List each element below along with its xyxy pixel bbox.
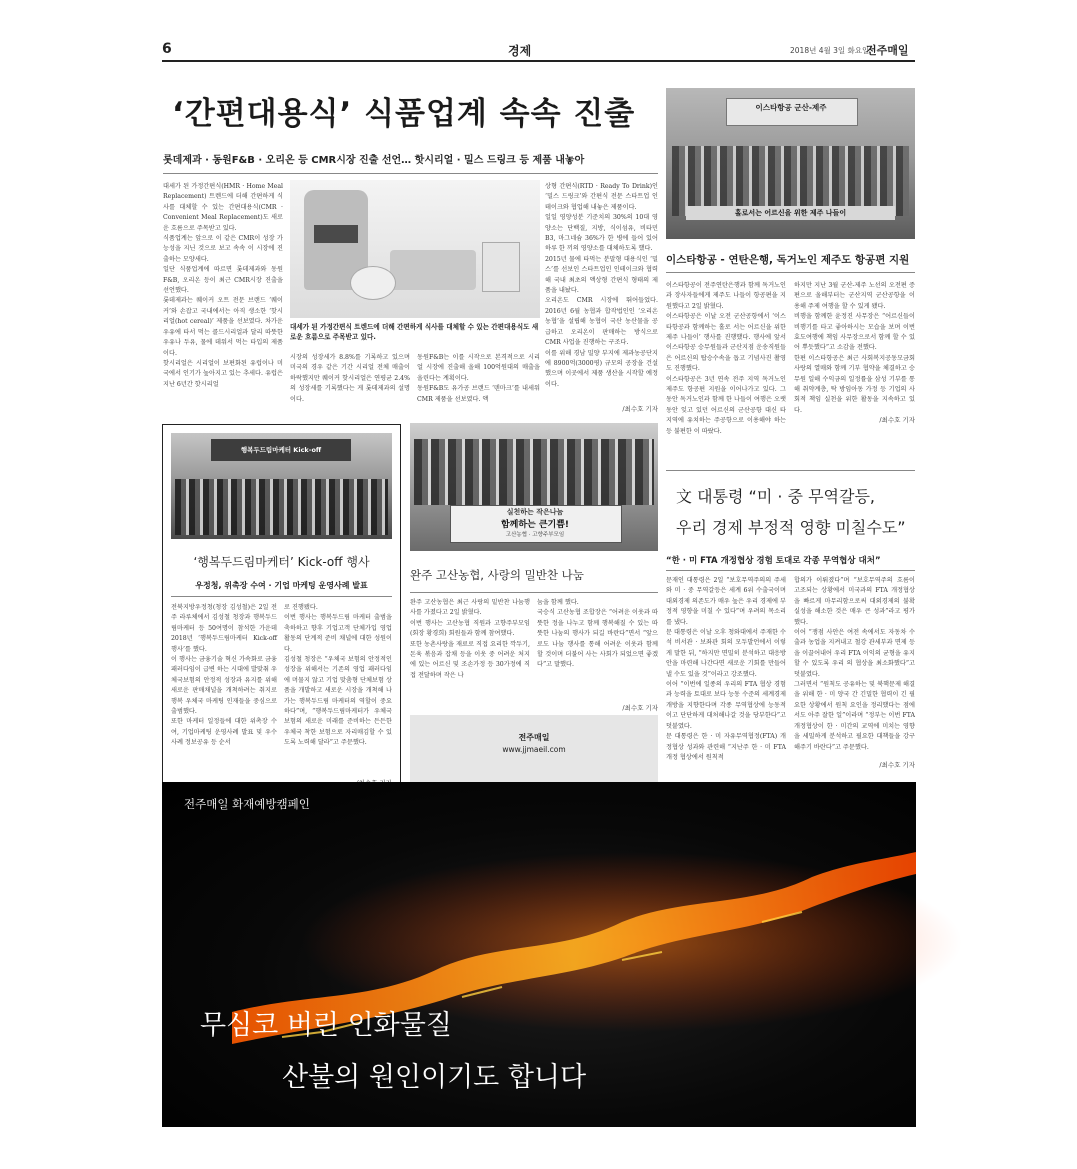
happy-subhead-rule [171, 596, 392, 597]
lead-column-2: 시장의 성장세가 8.8%를 기록하고 있으며 미국의 경우 같은 기간 시리얼 전체 매출이 하락했지만 퀘이커 핫시리얼은 연평균 2.4%의 성장세를 기록했다는 게 롯데제과의 설명이다. [290, 354, 412, 403]
eastar-group-photo [666, 88, 915, 239]
eastar-headline: 이스타항공 - 연탄은행, 독거노인 제주도 항공편 지원 [666, 254, 910, 266]
cereal-cup-image [350, 266, 396, 300]
lead-column-3: 동원F&B는 이를 시작으로 본격적으로 시리얼 시장에 진출해 올해 100억원대의 매출을 올린다는 계획이다. 동원F&B도 유가공 브랜드 ‘덴마크’를 내세워 CMR 제품을 선보였다. 액 [417, 354, 540, 403]
eastar-banner-bottom-text: 홀로서는 어르신을 위한 제주 나들이 [734, 209, 847, 217]
happy-people-row [175, 479, 388, 535]
issue-date: 2018년 4월 3일 화요일 [790, 46, 870, 55]
lead-column-4: 상형 간편식(RTD · Ready To Drink)인 ‘밀스 드링크’와 간편식 전문 스타트업 인테이크와 협업해 내놓은 제품이다. 일일 영양성분 기준치의 30%의 10대 영양소는 단백질, 지방, 식이섬유, 비타민 B3, 마그네슘 36%가 한 병에 들어 있어 하루 한 끼의 영양소를 대체하도록 했다. 2015년 물에 타먹는 분말형 대용식인 ‘밀스’를 선보인 스타트업인 인테이크와 협력해 국내 최초의 액상형 간편식 형태의 제품을 내놨다. 오리온도 CMR 시장에 뛰어들었다. 2016년 6월 농협과 합작법인인 ‘오리온농협’을 설립해 농협이 국산 농산물을 공급하고 오리온이 판매하는 방식으로 CMR 사업을 진행하는 구조다. 이를 위해 경남 밀양 부지에 제과농공단지에 8900억(3000평) 규모의 공장을 건설했으며 이곳에서 제품 생산을 시작할 예정이다. [545, 183, 658, 388]
cereal-product-photo [290, 180, 540, 318]
wanju-headline: 완주 고산농협, 사랑의 밀반찬 나눔 [410, 568, 584, 582]
moon-subhead: “한 · 미 FTA 개정협상 경험 토대로 각종 무역협상 대처” [666, 556, 881, 566]
wanju-banner-line2: 함께하는 큰기쁨! [500, 520, 570, 530]
wanju-banner-line3: 고산농협 · 고향주부모임 [505, 532, 565, 538]
happy-column-2: 로 진행됐다. 이번 행사는 행복두드림 마케터 출범을 축하하고 향후 기업고객 단체가입 영업활동의 단계적 준비 채널에 대한 성원이다. 김성철 청장은 “우체국 보험의 안정적인 성장을 위해서는 기존의 영업 패러다임에 머물지 않고 기업 맞춤형 단체보험 상품을 개발하고 새로운 시장을 개척해 나가는 행복두드림 마케터의 역할이 중요하다”며, “행복두드림마케터가 우체국 보험의 새로운 미래를 준비하는 든든한 우체국 착한 보험으로 자리매김할 수 있도록 노력해 달라”고 주문했다. [284, 604, 392, 747]
fire-campaign-ad [162, 782, 916, 1127]
happy-kickoff-photo [171, 433, 392, 539]
wanju-people-row [414, 439, 654, 505]
lead-photo-caption: 대세가 된 가정간편식 트렌드에 더해 간편하게 식사를 대체할 수 있는 간편대용식도 새로운 흐름으로 주목받고 있다. [290, 323, 539, 341]
eastar-headline-rule [666, 272, 915, 273]
cereal-box-label [314, 225, 358, 243]
cereal-cup-image-2 [482, 242, 520, 292]
moon-top-rule [666, 470, 915, 471]
moon-credit: /최수호 기자 [879, 761, 915, 769]
wanju-credit: /최수호 기자 [622, 704, 658, 712]
lead-headline: ‘간편대용식’ 식품업계 속속 진출 [172, 96, 636, 132]
wanju-banner-line1: 실천하는 작은나눔 [506, 508, 564, 516]
moon-column-2: 합의가 이뤄졌다”며 “보호무역주의 흐름이 고조되는 상황에서 미국과의 FTA 개정협상을 빠르게 마무리함으로써 대외경제의 불확실성을 해소한 것은 매우 큰 성과”라고 평가했다. 이어 “쟁점 사안은 여전 속에서도 자동차 수출과 농업을 지켜내고 철강 관세부과 면제 등을 이끌어내어 우리 FTA 이익의 균형을 유지할 수 있도록 우리 의 협상을 최소화했다”고 덧붙였다. 그러면서 “원칙도 공유하는 및 북핵문제 해결을 위해 한 · 미 양국 간 긴밀한 협력이 긴 필요한 상황에서 원칙 요인을 정리했다는 점에서도 아주 잘한 일”이라며 “정부는 이번 FTA 개정협상이 한 · 미간의 교역에 미치는 영향을 세밀하게 분석하고 필요한 대책들을 강구해주기 바란다”고 주문했다. [794, 577, 915, 751]
header-rule [162, 60, 915, 62]
eastar-column-2: 하지만 지난 3월 군산-제주 노선의 오전편 증편으로 올해부터는 군산지역 군산공항을 이용해 주제 여행을 할 수 있게 됐다. 비행을 함께한 윤정진 사무장은 “어르신들이 비행기를 타고 좋아하시는 모습을 보며 이번 효도여행에 책임 사무장으로서 함께 할 수 있어 뿌듯했다”고 소감을 전했다. 한편 이스타항공은 최근 사회복지공동모금회 사랑의 열매와 함께 기부 협약을 체결하고 승무원 일해 수익금의 일정률을 삼성 기부를 통해 취약계층, 탁 방임아동 가정 등 기업의 사회적 책임 실천을 위한 활동을 지속하고 있다. [794, 282, 915, 414]
moon-headline-line1: 文 대통령 “미 · 중 무역갈등, [676, 487, 875, 506]
happy-headline: ‘행복두드림마케터’ Kick-off 행사 [193, 555, 370, 569]
happy-subhead: 우정청, 위촉장 수여 · 기업 마케팅 운영사례 발표 [195, 581, 368, 590]
eastar-banner-top-text: 이스타항공 군산-제주 [755, 103, 827, 112]
lead-column-1: 대세가 된 가정간편식(HMR · Home Meal Replacement) 트렌드에 더해 간편하게 식사를 대체할 수 있는 간편대용식(CMR · Convenient Meal Replacement)도 새로운 흐름으로 주목받고 있다. 식품업계는 앞으로 이 같은 CMR이 성장 가능성을 지닌 것으로 보고 속속 이 시장에 진출하는 모양새다. 일단 식품업계에 따르면 롯데제과와 동원F&B, 오리온 등이 최근 CMR시장 진출을 선언했다. 롯데제과는 퀘이커 오트 전문 브랜드 ‘퀘이커’와 손잡고 국내에서는 아직 생소한 ‘핫시리얼(hot cereal)’ 제품을 선보였다. 차가운 우유에 타서 먹는 콜드시리얼과 달리 따뜻한 우유나 두유, 물에 데워서 먹는 타입의 제품이다. 핫시리얼은 시리얼이 보편화된 유럽이나 미국에서 인기가 높아지고 있는 추세다. 유럽은 지난 6년간 핫시리얼 [163, 183, 283, 388]
lead-subhead-rule [163, 173, 658, 174]
lead-credit: /최수호 기자 [622, 405, 658, 413]
wanju-column-1: 완주 고산농협은 최근 사랑의 밑반찬 나눔행사를 가졌다고 2일 밝혔다. 이번 행사는 고산농협 직원과 고향주부모임(회장 황경희) 회원들과 함께 참여했다. 또한 농촌사랑을 재료로 직접 요리한 깍두기, 돈육 볶음과 잡채 등을 이웃 중 어려운 처지에 있는 어르신 및 조손가정 등 30가정에 직접 전달하며 작은 나 [410, 599, 530, 679]
cereal-bowl-image [390, 250, 476, 290]
lead-subhead: 롯데제과 · 동원F&B · 오리온 등 CMR시장 진출 선언… 핫시리얼 · 밀스 드링크 등 제품 내놓아 [163, 155, 585, 166]
happy-stage-banner-text: 행복두드림마케터 Kick-off [240, 446, 322, 454]
paper-ad-name: 전주매일 [518, 733, 550, 742]
fire-message-line1: 무심코 버린 인화물질 [200, 1010, 452, 1041]
moon-headline-line2: 우리 경제 부정적 영향 미칠수도” [676, 518, 906, 537]
happy-column-1: 전북지방우정청(청장 김성철)은 2일 전주 라루체에서 김성철 청장과 행복두드림마케터 등 50여명이 참석한 가운데 2018년 ‘행복두드림마케터 Kick-off 행사’를 했다. 이 행사는 금융기술 혁신 가속화로 금융 패러다임이 급변 하는 시대에 발맞춰 우체국보험의 안정적 성장과 유지를 위해 새로운 판매채널을 개척하려는 취지로 행복 우체국 마케팅 인재들을 중심으로 출범했다. 또한 마케터 일정들에 대한 위촉장 수여, 기업마케팅 운영사례 발표 및 우수사례 정보공유 등 순서 [171, 604, 277, 747]
moon-column-1: 문재인 대통령은 2일 “보호무역주의의 주세와 미 · 중 무역갈등은 세계 6위 수출국이며 대외경제 의존도가 매우 높은 우리 경제에 부정적 영향을 미칠 수 있다”며 우려의 목소리를 냈다. 문 대통령은 이날 오후 청와대에서 주재한 수석 비서관 · 보좌관 회의 모두발언에서 이렇게 말한 뒤, “하지만 면밀히 분석하고 대응방안을 마련해 나간다면 새로운 기회를 만들어 낼 수도 있을 것”이라고 강조했다. 이어 “이번에 일종의 우리의 FTA 협상 경험과 능력을 토대로 보다 능동 수준의 세계경제 개방을 지향한다며 각종 무역협상에 능동적이고 단단하게 대처해나갈 것을 당부한다”고 덧붙였다. 문 대통령은 한 · 미 자유무역협정(FTA) 개정협상 성과와 관련해 “지난주 한 · 미 FTA 개정 협상에서 원칙적 [666, 577, 786, 761]
section-label: 경제 [508, 44, 532, 58]
page-number: 6 [162, 41, 172, 57]
eastar-column-1: 이스타항공이 전주연탄은행과 함께 독거노인과 장사자들에게 제주도 나들이 항공편을 지원했다고 2일 밝혔다. 이스타항공은 이날 오전 군산공항에서 ‘이스타항공과 함께하는 홀로 서는 어르신을 위한 제주 나들이’ 행사를 진행했다. 행사에 앞서 이스타항공 승무원들과 군산지점 운송직원들은 어르신의 탑승수속을 돕고 기념사진 촬영도 진행했다. 이스타항공은 3년 연속 전주 지역 독거노인 제주도 항공편 지원을 이어나가고 있다. 그 동안 독거노인과 함께 한 나들이 여행은 오랫동안 잊고 있던 어르신의 군산공항 대신 타 지역에 유치하는 주공항으로 이용해야 하는 등 불편한 이 따랐다. [666, 282, 786, 435]
paper-ad-url[interactable]: www.jjmaeil.com [502, 745, 566, 754]
wanju-volunteer-photo [410, 423, 658, 551]
eastar-credit: /최수호 기자 [879, 416, 915, 424]
wanju-column-2: 눔을 함께 했다. 국승식 고산농협 조합장은 “어려운 이웃과 따뜻한 정을 나누고 함께 행복해질 수 있는 따뜻한 나눔의 행사가 되길 바란다”면서 “앞으로도 나눔 행사를 통해 어려운 이웃과 함께 할 것이며 더불어 사는 사회가 되었으면 좋겠다”고 말했다. [537, 599, 658, 669]
wanju-headline-rule [410, 592, 658, 593]
fire-message-line2: 산불의 원인이기도 합니다 [282, 1062, 587, 1093]
paper-name: 전주매일 [866, 44, 909, 57]
moon-subhead-rule [666, 570, 915, 571]
fire-campaign-title: 전주매일 화재예방캠페인 [184, 797, 310, 811]
